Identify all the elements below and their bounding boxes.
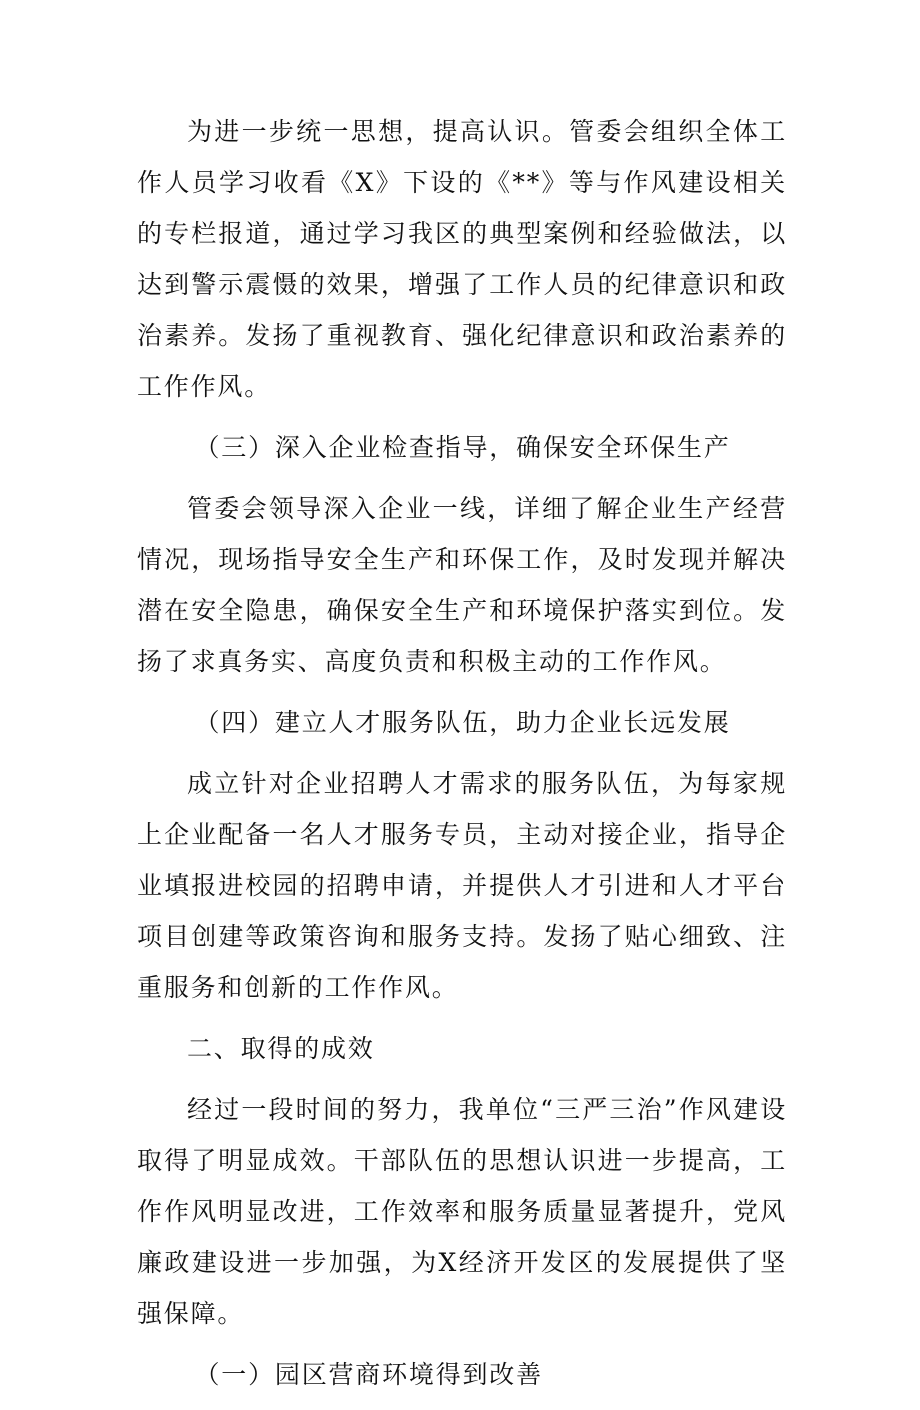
document-body [137, 106, 787, 1410]
heading-achievements: 二、取得的成效 [187, 1034, 375, 1063]
heading-section-3: （三）深入企业检查指导，确保安全环保生产 [194, 433, 731, 462]
paragraph-talent-service: 成立针对企业招聘人才需求的服务队伍，为每家规上企业配备一名人才服务专员，主动对接企业，指导企业填报进校园的招聘申请，并提供人才引进和人才平台项目创建等政策咨询和服务支持。发扬了贴心细致、注重服务和创新的工作作风。 [137, 769, 787, 1002]
paragraph-achievements: 经过一段时间的努力，我单位“三严三治”作风建设取得了明显成效。干部队伍的思想认识进一步提高，工作作风明显改进，工作效率和服务质量显著提升，党风廉政建设进一步加强，为X经济开发区的发展提供了坚强保障。 [137, 1095, 787, 1328]
heading-subsection-1: （一）园区营商环境得到改善 [194, 1360, 543, 1389]
heading-section-4: （四）建立人才服务队伍，助力企业长远发展 [194, 708, 731, 737]
paragraph-enterprise-inspection: 管委会领导深入企业一线，详细了解企业生产经营情况，现场指导安全生产和环保工作，及时发现并解决潜在安全隐患，确保安全生产和环境保护落实到位。发扬了求真务实、高度负责和积极主动的工作作风。 [137, 494, 787, 676]
paragraph-study-reports: 为进一步统一思想，提高认识。管委会组织全体工作人员学习收看《X》下设的《**》等与作风建设相关的专栏报道，通过学习我区的典型案例和经验做法，以达到警示震慑的效果，增强了工作人员的纪律意识和政治素养。发扬了重视教育、强化纪律意识和政治素养的工作作风。 [137, 117, 787, 401]
